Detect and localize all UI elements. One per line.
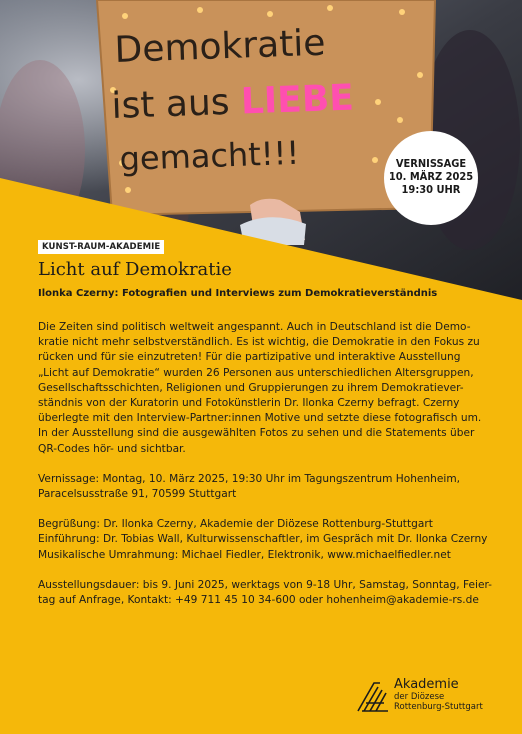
intro-line: rücken und für sie einzutreten! Für die partizipative und interaktive Ausstellung xyxy=(38,351,461,364)
program-line: Einführung: Dr. Tobias Wall, Kulturwissenschaftler, im Gespräch mit Dr. Ilonka Czerny xyxy=(38,533,488,546)
duration-line: tag auf Anfrage, Kontakt: +49 711 45 10 34-600 oder hohenheim@akademie-rs.de xyxy=(38,594,479,607)
series-label: KUNST-RAUM-AKADEMIE xyxy=(38,240,164,254)
sign-line-3: gemacht!!! xyxy=(118,133,300,178)
logo-sub-2: Rottenburg-Stuttgart xyxy=(394,702,483,712)
program-line: Musikalische Umrahmung: Michael Fiedler, Elektronik, www.michaelfiedler.net xyxy=(38,548,451,561)
body-text xyxy=(38,320,498,608)
badge-line-2: 10. MÄRZ 2025 xyxy=(388,170,474,183)
vernissage-line: Vernissage: Montag, 10. März 2025, 19:30 Uhr im Tagungszentrum Hohenheim, xyxy=(38,472,461,485)
vernissage-line: Paracelsusstraße 91, 70599 Stuttgart xyxy=(38,488,237,501)
intro-line: Die Zeiten sind politisch weltweit angespannt. Auch in Deutschland ist die Demo- xyxy=(38,321,471,333)
duration-line: Ausstellungsdauer: bis 9. Juni 2025, werktags von 9-18 Uhr, Samstag, Sonntag, Feier- xyxy=(38,578,492,591)
intro-line: In der Ausstellung sind die ausgewählten Fotos zu sehen und die Statements über xyxy=(38,427,475,440)
page-title: Licht auf Demokratie xyxy=(38,259,232,280)
sign-line-2: ist aus LIEBE xyxy=(110,77,355,127)
logo-sub-1: der Diözese xyxy=(394,692,445,702)
intro-line: Gesellschaftsschichten, Religionen und Gruppierungen zu ihrem Demokratiever- xyxy=(38,381,464,394)
logo-name: Akademie xyxy=(394,677,459,692)
akademie-logo-icon xyxy=(356,679,390,713)
program-line: Begrüßung: Dr. Ilonka Czerny, Akademie der Diözese Rottenburg-Stuttgart xyxy=(38,518,433,531)
page-subtitle: Ilonka Czerny: Fotografien und Interviews zum Demokratieverständnis xyxy=(38,288,438,299)
vernissage-badge xyxy=(384,131,478,225)
intro-line: ständnis von der Kuratorin und Fotokünstlerin Dr. Ilonka Czerny befragt. Czerny xyxy=(38,397,460,410)
badge-line-1: VERNISSAGE xyxy=(395,157,467,170)
intro-line: QR-Codes hör- und sichtbar. xyxy=(38,442,186,455)
akademie-logo xyxy=(356,677,496,717)
intro-line: kratie nicht mehr selbstverständlich. Es ist wichtig, die Demokratie in den Fokus zu xyxy=(38,336,480,349)
intro-line: „Licht auf Demokratie“ wurden 26 Personen aus unterschiedlichen Altersgruppen, xyxy=(38,366,474,379)
intro-line: überlegte mit den Interview-Partner:innen Motive und setzte diese fotografisch um. xyxy=(38,412,482,425)
sign-line-1: Demokratie xyxy=(113,22,327,71)
badge-line-3: 19:30 UHR xyxy=(401,183,461,196)
